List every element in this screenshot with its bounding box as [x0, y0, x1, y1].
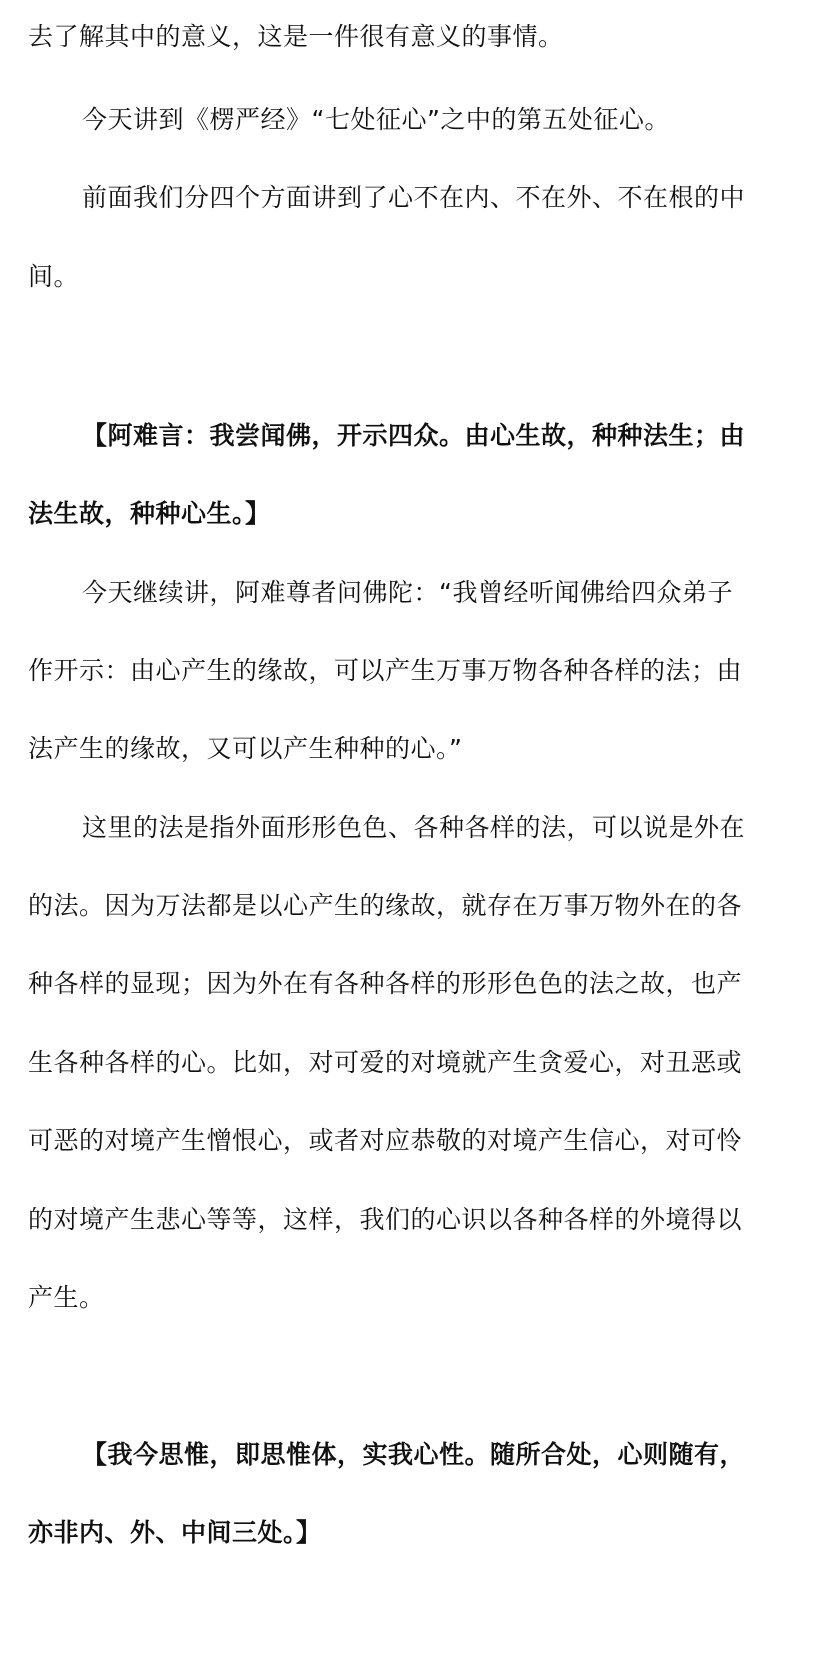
text-line: 法产生的缘故，又可以产生种种的心。”	[28, 734, 463, 763]
text-line: 可恶的对境产生憎恨心，或者对应恭敬的对境产生信心，对可怜	[28, 1126, 743, 1155]
paragraph-line: 今天讲到《楞严经》“七处征心”之中的第五处征心。	[82, 105, 670, 134]
text-line: 种各样的显现；因为外在有各种各样的形形色色的法之故，也产	[28, 969, 743, 998]
text-line: 生各种各样的心。比如，对可爱的对境就产生贪爱心，对丑恶或	[28, 1048, 743, 1077]
sutra-quote-line: 法生故，种种心生。】	[28, 499, 271, 528]
paragraph-line: 今天继续讲，阿难尊者问佛陀：“我曾经听闻佛给四众弟子	[82, 578, 733, 607]
paragraph-line: 前面我们分四个方面讲到了心不在内、不在外、不在根的中	[82, 183, 746, 212]
text-line: 作开示：由心产生的缘故，可以产生万事万物各种各样的法；由	[28, 656, 743, 685]
text-line: 的法。因为万法都是以心产生的缘故，就存在万事万物外在的各	[28, 891, 743, 920]
sutra-quote-line: 亦非内、外、中间三处。】	[28, 1518, 322, 1547]
sutra-quote-line: 【我今思惟，即思惟体，实我心性。随所合处，心则随有，	[82, 1440, 746, 1469]
text-line: 的对境产生悲心等等，这样，我们的心识以各种各样的外境得以	[28, 1205, 743, 1234]
paragraph-line: 这里的法是指外面形形色色、各种各样的法，可以说是外在	[82, 813, 746, 842]
text-line: 产生。	[28, 1283, 105, 1312]
text-line: 去了解其中的意义，这是一件很有意义的事情。	[28, 22, 564, 51]
sutra-quote-line: 【阿难言：我尝闻佛，开示四众。由心生故，种种法生；由	[82, 421, 746, 450]
text-line: 间。	[28, 262, 80, 291]
